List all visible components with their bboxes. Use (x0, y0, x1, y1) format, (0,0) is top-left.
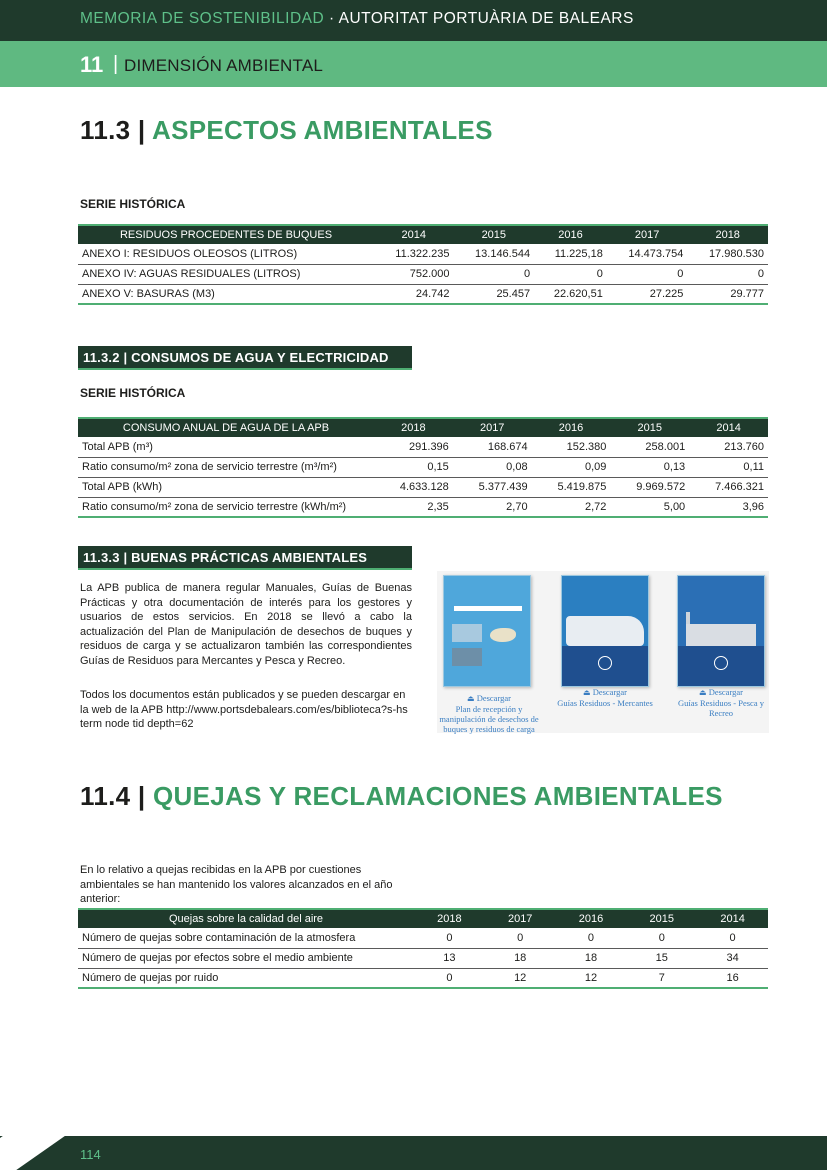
table-header-cell: 2015 (637, 422, 663, 434)
table-header-row (78, 909, 768, 928)
quejas-table (78, 908, 768, 989)
header-dot: · (329, 10, 335, 27)
table-header-cell: 2018 (715, 229, 740, 241)
table-header-cell: Quejas sobre la calidad del aire (168, 913, 324, 925)
table-cell: 3,96 (689, 497, 768, 517)
table-cell: 29.777 (687, 284, 768, 304)
table-row (78, 948, 768, 968)
download-link-pesca-recreo[interactable]: ⏏ Descargar Guías Residuos - Pesca y Recreo (671, 687, 771, 718)
section-title: QUEJAS Y RECLAMACIONES AMBIENTALES (153, 781, 723, 811)
table-header-cell: 2014 (401, 229, 426, 241)
download-link-mercantes[interactable]: ⏏ Descargar Guías Residuos - Mercantes (553, 687, 657, 708)
download-caption: Guías Residuos - Mercantes (557, 698, 653, 708)
table-cell: 2,72 (532, 497, 611, 517)
table-header-cell: RESIDUOS PROCEDENTES DE BUQUES (119, 229, 333, 241)
section-11-3-3-heading: 11.3.3 | BUENAS PRÁCTICAS AMBIENTALES (78, 546, 412, 570)
table-cell: 0 (454, 264, 535, 284)
table-cell: Total APB (kWh) (78, 477, 374, 497)
buenas-practicas-paragraph: La APB publica de manera regular Manuales, Guías de Buenas Prácticas y otra documentación de interés para los gestores y usuarios de estos servicios. En 2018 se llevó a cabo la actualización del Plan de Manipulación de desechos de buques y residuos de carga y se actualizaron también las correspondientes Guías de Residuos para Mercantes y Pesca y Recreo. (80, 582, 412, 667)
table-row (78, 437, 768, 457)
table-header-cell: 2015 (481, 229, 507, 241)
document-header (0, 0, 827, 41)
table-header-cell: 2018 (401, 422, 426, 434)
table-cell: 13 (414, 948, 485, 968)
plan-recepcion-cover-image[interactable] (443, 575, 531, 687)
table-row (78, 244, 768, 264)
table-cell: 16 (697, 968, 768, 988)
table-cell: Número de quejas por efectos sobre el medio ambiente (78, 948, 414, 968)
table-cell: 11.225,18 (534, 244, 607, 264)
download-icon: ⏏ (583, 688, 591, 697)
table-cell: 0,08 (453, 457, 532, 477)
table-cell: 0,15 (374, 457, 453, 477)
table-row (78, 457, 768, 477)
section-title: ASPECTOS AMBIENTALES (152, 115, 493, 145)
guia-mercantes-cover-image[interactable] (561, 575, 649, 687)
table-cell: 5.419.875 (532, 477, 611, 497)
table-cell: 0 (485, 928, 556, 948)
table-cell: 25.457 (454, 284, 535, 304)
table-cell: 24.742 (374, 284, 454, 304)
table-cell: 0 (687, 264, 768, 284)
table-header-cell: 2017 (507, 913, 533, 925)
section-number: 11.4 (80, 781, 131, 811)
table-cell: 5.377.439 (453, 477, 532, 497)
table-row (78, 284, 768, 304)
table-cell: 258.001 (610, 437, 689, 457)
table-cell: 0 (556, 928, 627, 948)
table-header-cell: 2017 (634, 229, 660, 241)
section-11-3-heading (80, 115, 493, 146)
document-footer (0, 1136, 827, 1170)
table-cell: 0 (626, 928, 697, 948)
table-cell: 213.760 (689, 437, 768, 457)
table-cell: Número de quejas sobre contaminación de la atmosfera (78, 928, 414, 948)
table-header-row (78, 418, 768, 437)
chapter-title: DIMENSIÓN AMBIENTAL (124, 56, 324, 75)
footer-stripe (0, 1136, 82, 1170)
table-cell: Ratio consumo/m² zona de servicio terrestre (m³/m²) (78, 457, 374, 477)
table-cell: 18 (556, 948, 627, 968)
descarga-paragraph: Todos los documentos están publicados y se pueden descargar en la web de la APB http://www.portsdebalears.com/es/biblioteca?s-hs term node tid depth=62 (80, 689, 408, 730)
table-cell: 18 (485, 948, 556, 968)
table-row (78, 477, 768, 497)
section-separator: | (137, 115, 146, 145)
table-header-cell: 2014 (720, 913, 745, 925)
download-link-plan[interactable]: ⏏ Descargar Plan de recepción y manipulación de desechos de buques y residuos de carga (439, 693, 539, 734)
table-header-cell: 2016 (558, 229, 583, 241)
table-cell: 7.466.321 (689, 477, 768, 497)
section-separator: | (137, 781, 146, 811)
table-row (78, 928, 768, 948)
table-cell: 7 (626, 968, 697, 988)
table-header-row (78, 225, 768, 244)
table-cell: 15 (626, 948, 697, 968)
table-cell: 27.225 (607, 284, 688, 304)
table-cell: 12 (485, 968, 556, 988)
table-cell: 0 (534, 264, 607, 284)
table-header-cell: 2016 (558, 422, 584, 434)
table-cell: ANEXO IV: AGUAS RESIDUALES (LITROS) (78, 264, 374, 284)
table-cell: Ratio consumo/m² zona de servicio terrestre (kWh/m²) (78, 497, 374, 517)
table-header-cell: 2016 (578, 913, 604, 925)
table-cell: 0,09 (532, 457, 611, 477)
table-cell: 17.980.530 (687, 244, 768, 264)
table-cell: 291.396 (374, 437, 453, 457)
header-org: AUTORITAT PORTUÀRIA DE BALEARS (338, 10, 634, 27)
table-header-cell: 2017 (479, 422, 505, 434)
quejas-intro-paragraph: En lo relativo a quejas recibidas en la APB por cuestiones ambientales se han mantenido los valores alcanzados en el año anterior: (80, 864, 393, 905)
serie-historica-label: SERIE HISTÓRICA (80, 197, 186, 211)
header-title (80, 10, 634, 28)
table-cell: 5,00 (610, 497, 689, 517)
consumo-table (78, 417, 768, 518)
table-cell: 152.380 (532, 437, 611, 457)
table-cell: 0 (607, 264, 688, 284)
table-cell: 13.146.544 (454, 244, 535, 264)
table-cell: ANEXO V: BASURAS (M3) (78, 284, 374, 304)
table-header-cell: CONSUMO ANUAL DE AGUA DE LA APB (122, 422, 330, 434)
table-cell: 0,11 (689, 457, 768, 477)
table-cell: 14.473.754 (607, 244, 688, 264)
chapter-bar (0, 41, 827, 87)
table-header-cell: 2018 (437, 913, 462, 925)
table-row (78, 497, 768, 517)
table-cell: 11.322.235 (374, 244, 454, 264)
table-row (78, 264, 768, 284)
table-cell: Número de quejas por ruido (78, 968, 414, 988)
chapter-number: 11 (80, 52, 104, 77)
guia-pesca-recreo-cover-image[interactable] (677, 575, 765, 687)
table-cell: 168.674 (453, 437, 532, 457)
download-icon: ⏏ (699, 688, 707, 697)
table-cell: Total APB (m³) (78, 437, 374, 457)
table-cell: 2,35 (374, 497, 453, 517)
section-11-3-2-heading: 11.3.2 | CONSUMOS DE AGUA Y ELECTRICIDAD (78, 346, 412, 370)
table-cell: 2,70 (453, 497, 532, 517)
download-caption: Guías Residuos - Pesca y Recreo (678, 698, 764, 718)
table-header-cell: 2015 (649, 913, 675, 925)
table-cell: ANEXO I: RESIDUOS OLEOSOS (LITROS) (78, 244, 374, 264)
serie-historica-label: SERIE HISTÓRICA (80, 386, 186, 400)
section-number: 11.3 (80, 115, 131, 145)
table-cell: 0 (697, 928, 768, 948)
table-cell: 9.969.572 (610, 477, 689, 497)
table-cell: 12 (556, 968, 627, 988)
table-cell: 0 (414, 928, 485, 948)
page-number: 114 (80, 1147, 101, 1162)
table-cell: 22.620,51 (534, 284, 607, 304)
table-cell: 4.633.128 (374, 477, 453, 497)
table-header-cell: 2014 (716, 422, 741, 434)
table-cell: 0,13 (610, 457, 689, 477)
residuos-table (78, 224, 768, 305)
download-caption: Plan de recepción y manipulación de desechos de buques y residuos de carga (439, 704, 539, 734)
chapter-separator: | (113, 53, 119, 75)
table-row (78, 968, 768, 988)
download-icon: ⏏ (467, 694, 475, 703)
table-cell: 34 (697, 948, 768, 968)
table-cell: 0 (414, 968, 485, 988)
table-cell: 752.000 (374, 264, 454, 284)
section-11-4-heading (80, 781, 723, 812)
header-memoria: MEMORIA DE SOSTENIBILIDAD (80, 10, 325, 27)
documents-panel (437, 571, 769, 733)
